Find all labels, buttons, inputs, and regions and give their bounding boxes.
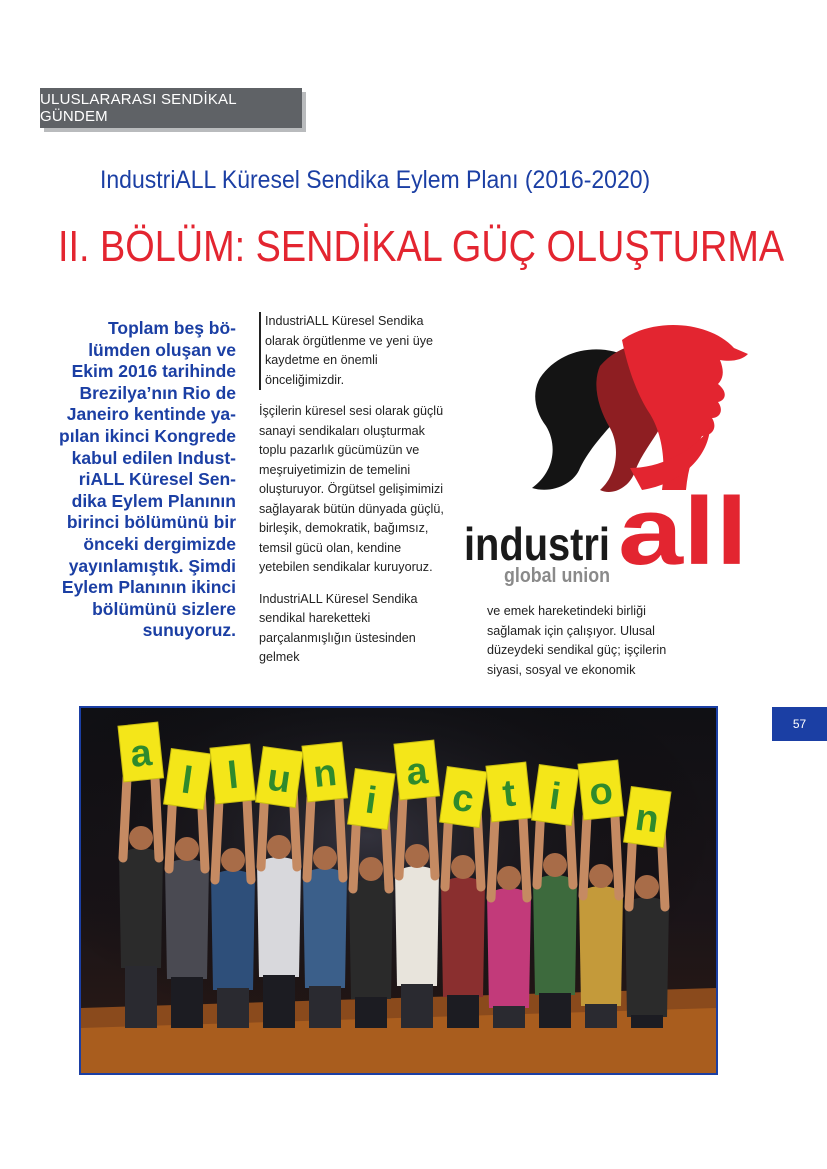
sign-letter: n [632, 796, 662, 842]
body-column-1 [259, 312, 455, 680]
sign-letter: o [587, 769, 615, 815]
letter-sign [624, 787, 671, 848]
letter-sign [440, 767, 487, 828]
sign-letter: l [225, 754, 241, 798]
letter-sign [578, 760, 624, 820]
stage-photo-illustration [81, 708, 716, 1073]
sign-letter: c [449, 776, 477, 822]
letter-sign [486, 762, 532, 822]
page-number: 57 [772, 707, 827, 741]
body-paragraph: ve emek hareketindeki birliği sağlamak için çalışıyor. Ulusal düzeydeki sendikal güç; işçilerin siyasi, sosyal ve ekonomik [487, 604, 667, 677]
article-title: II. BÖLÜM: SENDİKAL GÜÇ OLUŞTURMA [58, 222, 785, 271]
body-column-2 [487, 602, 697, 692]
letter-sign [302, 742, 348, 802]
logo-wordmark-right: all [618, 478, 748, 585]
industriall-logo [462, 318, 752, 586]
intro-paragraph: Toplam beş bö-lümden oluşan ve Ekim 2016 tarihinde Brezilya’nın Rio de Janeiro kentinde ya-pılan ikinci Kongrede kabul edilen Indust-riALL Küresel Sen-dika Eylem Planının birinci bölümünü bir önceki dergimizde yayınlamıştık. Şimdi Eylem Planının ikinci bölümünü sizlere sunuyoruz. [59, 318, 236, 641]
letter-sign [532, 765, 579, 826]
sign-letter: l [178, 759, 196, 803]
sign-letter: t [500, 772, 518, 816]
logo-tagline: global union [504, 565, 610, 586]
letter-sign [210, 744, 256, 804]
section-tag: ULUSLARARASI SENDİKAL GÜNDEM [40, 88, 302, 128]
letter-sign [118, 722, 164, 782]
letter-sign [164, 749, 211, 810]
article-subtitle: IndustriALL Küresel Sendika Eylem Planı (2016-2020) [100, 166, 651, 194]
sign-letter: i [546, 775, 564, 819]
stage-photo [79, 706, 718, 1075]
logo-wordmark-left: industri [464, 518, 610, 570]
body-paragraph: IndustriALL Küresel Sendika olarak örgütlenme ve yeni üye kaydetme en önemli önceliğimizdir. [259, 312, 455, 390]
body-paragraph: IndustriALL Küresel Sendika sendikal hareketteki parçalanmışlığın üstesinden gelmek [259, 591, 418, 664]
sign-letter: u [264, 756, 294, 802]
letter-sign [256, 747, 303, 808]
letter-sign [348, 769, 395, 830]
body-paragraph: İşçilerin küresel sesi olarak güçlü sanayi sendikaları oluşturmak toplu pazarlık gücümüzün ve meşruiyetimizin de temelini oluşturuyor. Örgütsel gelişimimizi sağlayarak bütün dünyada güçlü, birleşik, demokratik, bağımsız, temsil gücü olan, kendine yetebilen sendikalar kuruyoruz. [259, 404, 444, 574]
sign-letter: i [362, 779, 380, 823]
sign-letter: a [128, 732, 154, 776]
sign-letter: n [311, 751, 339, 797]
sign-letter: a [404, 750, 430, 794]
letter-sign [394, 740, 440, 800]
